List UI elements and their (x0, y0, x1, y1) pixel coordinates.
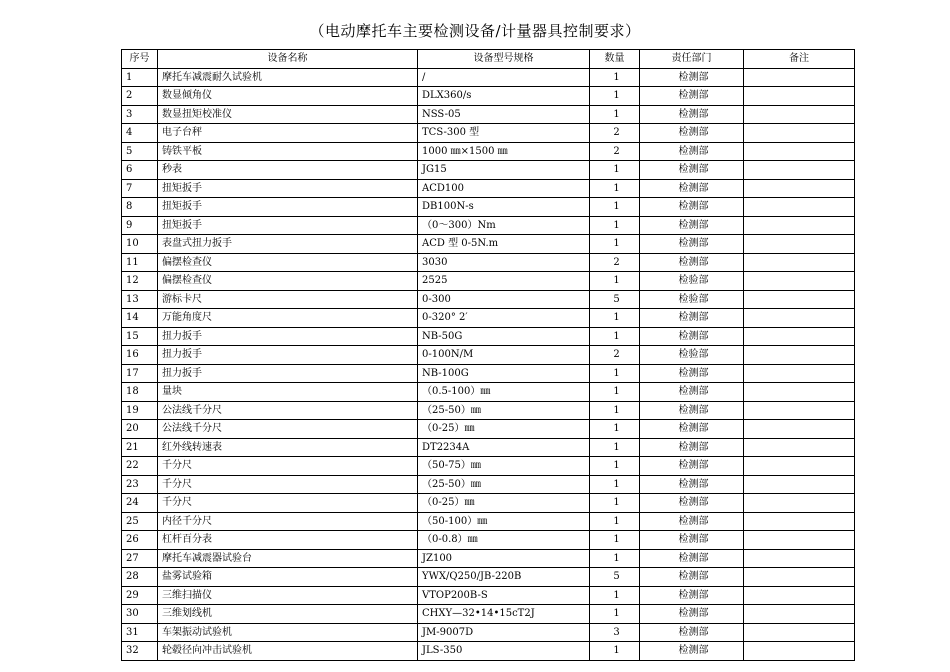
table-row (122, 438, 855, 457)
cell-model-spec: （0～300）Nm (418, 216, 590, 235)
cell-no: 28 (122, 568, 158, 587)
cell-no: 15 (122, 327, 158, 346)
cell-remarks (744, 327, 855, 346)
cell-quantity: 1 (590, 309, 640, 328)
cell-quantity: 1 (590, 198, 640, 217)
cell-no: 27 (122, 549, 158, 568)
cell-no: 12 (122, 272, 158, 291)
cell-department: 检测部 (640, 383, 744, 402)
cell-department: 检测部 (640, 586, 744, 605)
table-row (122, 568, 855, 587)
table-row (122, 161, 855, 180)
cell-equipment-name: 杠杆百分表 (158, 531, 418, 550)
cell-department: 检测部 (640, 142, 744, 161)
cell-remarks (744, 272, 855, 291)
cell-no: 8 (122, 198, 158, 217)
cell-department: 检测部 (640, 401, 744, 420)
cell-model-spec: 0-300 (418, 290, 590, 309)
cell-model-spec: （50-100）㎜ (418, 512, 590, 531)
cell-department: 检测部 (640, 475, 744, 494)
cell-quantity: 1 (590, 605, 640, 624)
cell-model-spec: （0-25）㎜ (418, 494, 590, 513)
cell-equipment-name: 铸铁平板 (158, 142, 418, 161)
cell-quantity: 1 (590, 364, 640, 383)
cell-model-spec: JM-9007D (418, 623, 590, 642)
cell-remarks (744, 346, 855, 365)
cell-model-spec: ACD100 (418, 179, 590, 198)
cell-remarks (744, 142, 855, 161)
cell-quantity: 5 (590, 568, 640, 587)
cell-no: 7 (122, 179, 158, 198)
table-row (122, 605, 855, 624)
cell-department: 检测部 (640, 179, 744, 198)
cell-quantity: 1 (590, 87, 640, 106)
cell-quantity: 1 (590, 383, 640, 402)
cell-no: 13 (122, 290, 158, 309)
cell-remarks (744, 642, 855, 661)
cell-remarks (744, 494, 855, 513)
cell-department: 检测部 (640, 438, 744, 457)
table-row (122, 475, 855, 494)
cell-remarks (744, 253, 855, 272)
header-qty: 数量 (590, 50, 640, 69)
cell-department: 检测部 (640, 457, 744, 476)
table-row (122, 87, 855, 106)
cell-no: 24 (122, 494, 158, 513)
cell-equipment-name: 公法线千分尺 (158, 420, 418, 439)
document-title: （电动摩托车主要检测设备/计量器具控制要求） (309, 22, 641, 40)
cell-no: 14 (122, 309, 158, 328)
table-row (122, 512, 855, 531)
cell-department: 检验部 (640, 346, 744, 365)
cell-quantity: 1 (590, 272, 640, 291)
cell-remarks (744, 401, 855, 420)
cell-no: 6 (122, 161, 158, 180)
cell-no: 16 (122, 346, 158, 365)
cell-no: 9 (122, 216, 158, 235)
cell-department: 检测部 (640, 420, 744, 439)
cell-model-spec: CHXY—32•14•15cT2J (418, 605, 590, 624)
cell-quantity: 2 (590, 253, 640, 272)
cell-model-spec: （0-25）㎜ (418, 420, 590, 439)
cell-remarks (744, 68, 855, 87)
cell-remarks (744, 512, 855, 531)
cell-quantity: 3 (590, 623, 640, 642)
cell-department: 检测部 (640, 309, 744, 328)
table-row (122, 420, 855, 439)
cell-quantity: 1 (590, 68, 640, 87)
cell-no: 22 (122, 457, 158, 476)
cell-equipment-name: 轮毂径向冲击试验机 (158, 642, 418, 661)
cell-model-spec: YWX/Q250/JB-220B (418, 568, 590, 587)
cell-no: 1 (122, 68, 158, 87)
cell-remarks (744, 475, 855, 494)
cell-equipment-name: 万能角度尺 (158, 309, 418, 328)
cell-department: 检测部 (640, 623, 744, 642)
cell-model-spec: 1000 ㎜×1500 ㎜ (418, 142, 590, 161)
cell-department: 检测部 (640, 327, 744, 346)
cell-department: 检测部 (640, 198, 744, 217)
cell-model-spec: JG15 (418, 161, 590, 180)
cell-model-spec: （25-50）㎜ (418, 401, 590, 420)
cell-model-spec: JLS-350 (418, 642, 590, 661)
cell-quantity: 1 (590, 457, 640, 476)
cell-model-spec: NSS-05 (418, 105, 590, 124)
cell-remarks (744, 623, 855, 642)
cell-department: 检测部 (640, 364, 744, 383)
cell-quantity: 1 (590, 327, 640, 346)
cell-department: 检测部 (640, 605, 744, 624)
cell-remarks (744, 105, 855, 124)
cell-model-spec: （0-0.8）㎜ (418, 531, 590, 550)
table-row (122, 531, 855, 550)
header-note: 备注 (744, 50, 855, 69)
cell-equipment-name: 公法线千分尺 (158, 401, 418, 420)
cell-equipment-name: 扭力扳手 (158, 327, 418, 346)
table-row (122, 290, 855, 309)
table-row (122, 494, 855, 513)
table-row (122, 124, 855, 143)
cell-equipment-name: 数显倾角仪 (158, 87, 418, 106)
table-row (122, 105, 855, 124)
cell-equipment-name: 扭力扳手 (158, 364, 418, 383)
cell-model-spec: （25-50）㎜ (418, 475, 590, 494)
cell-quantity: 1 (590, 512, 640, 531)
cell-department: 检测部 (640, 494, 744, 513)
cell-remarks (744, 364, 855, 383)
cell-department: 检测部 (640, 216, 744, 235)
cell-quantity: 1 (590, 586, 640, 605)
table-row (122, 401, 855, 420)
cell-quantity: 1 (590, 216, 640, 235)
cell-remarks (744, 586, 855, 605)
cell-department: 检测部 (640, 253, 744, 272)
cell-no: 29 (122, 586, 158, 605)
cell-equipment-name: 扭矩扳手 (158, 179, 418, 198)
table-row (122, 235, 855, 254)
cell-equipment-name: 电子台秤 (158, 124, 418, 143)
table-row (122, 142, 855, 161)
cell-equipment-name: 摩托车减震器试验台 (158, 549, 418, 568)
cell-quantity: 1 (590, 475, 640, 494)
cell-equipment-name: 三维扫描仪 (158, 586, 418, 605)
cell-department: 检测部 (640, 549, 744, 568)
cell-model-spec: NB-100G (418, 364, 590, 383)
cell-remarks (744, 568, 855, 587)
table-row (122, 364, 855, 383)
table-row (122, 586, 855, 605)
cell-no: 21 (122, 438, 158, 457)
cell-no: 17 (122, 364, 158, 383)
cell-remarks (744, 198, 855, 217)
cell-quantity: 1 (590, 420, 640, 439)
cell-no: 26 (122, 531, 158, 550)
cell-no: 3 (122, 105, 158, 124)
cell-remarks (744, 531, 855, 550)
cell-no: 5 (122, 142, 158, 161)
table-header-row (122, 50, 855, 69)
cell-model-spec: JZ100 (418, 549, 590, 568)
cell-equipment-name: 红外线转速表 (158, 438, 418, 457)
cell-quantity: 1 (590, 179, 640, 198)
cell-no: 20 (122, 420, 158, 439)
cell-equipment-name: 车架振动试验机 (158, 623, 418, 642)
cell-no: 2 (122, 87, 158, 106)
cell-quantity: 2 (590, 124, 640, 143)
cell-equipment-name: 表盘式扭力扳手 (158, 235, 418, 254)
cell-department: 检测部 (640, 87, 744, 106)
cell-equipment-name: 数显扭矩校准仪 (158, 105, 418, 124)
cell-quantity: 1 (590, 161, 640, 180)
cell-remarks (744, 290, 855, 309)
cell-no: 23 (122, 475, 158, 494)
cell-remarks (744, 124, 855, 143)
cell-no: 10 (122, 235, 158, 254)
cell-model-spec: DB100N-s (418, 198, 590, 217)
header-dept: 责任部门 (640, 50, 744, 69)
cell-quantity: 1 (590, 642, 640, 661)
cell-remarks (744, 438, 855, 457)
cell-quantity: 1 (590, 105, 640, 124)
cell-equipment-name: 三维划线机 (158, 605, 418, 624)
cell-remarks (744, 605, 855, 624)
table-row (122, 309, 855, 328)
table-row (122, 642, 855, 661)
cell-equipment-name: 扭力扳手 (158, 346, 418, 365)
cell-equipment-name: 偏摆检查仪 (158, 272, 418, 291)
header-no: 序号 (122, 50, 158, 69)
cell-model-spec: 0-100N/M (418, 346, 590, 365)
table-row (122, 383, 855, 402)
cell-remarks (744, 235, 855, 254)
cell-quantity: 5 (590, 290, 640, 309)
cell-model-spec: NB-50G (418, 327, 590, 346)
cell-quantity: 1 (590, 549, 640, 568)
cell-quantity: 1 (590, 494, 640, 513)
cell-model-spec: 3030 (418, 253, 590, 272)
cell-model-spec: DT2234A (418, 438, 590, 457)
table-row (122, 216, 855, 235)
cell-department: 检测部 (640, 531, 744, 550)
table-row (122, 549, 855, 568)
cell-department: 检测部 (640, 512, 744, 531)
table-row (122, 179, 855, 198)
cell-no: 30 (122, 605, 158, 624)
table-row (122, 346, 855, 365)
cell-quantity: 1 (590, 438, 640, 457)
cell-department: 检测部 (640, 124, 744, 143)
cell-equipment-name: 千分尺 (158, 475, 418, 494)
cell-no: 18 (122, 383, 158, 402)
cell-quantity: 1 (590, 235, 640, 254)
cell-no: 32 (122, 642, 158, 661)
cell-quantity: 1 (590, 531, 640, 550)
cell-model-spec: 0-320° 2′ (418, 309, 590, 328)
cell-equipment-name: 千分尺 (158, 494, 418, 513)
cell-no: 19 (122, 401, 158, 420)
cell-no: 31 (122, 623, 158, 642)
cell-remarks (744, 383, 855, 402)
cell-equipment-name: 扭矩扳手 (158, 198, 418, 217)
cell-department: 检测部 (640, 568, 744, 587)
header-spec: 设备型号规格 (418, 50, 590, 69)
cell-model-spec: TCS-300 型 (418, 124, 590, 143)
header-name: 设备名称 (158, 50, 418, 69)
cell-department: 检测部 (640, 105, 744, 124)
table-row (122, 68, 855, 87)
cell-equipment-name: 游标卡尺 (158, 290, 418, 309)
cell-remarks (744, 549, 855, 568)
cell-model-spec: DLX360/s (418, 87, 590, 106)
cell-no: 25 (122, 512, 158, 531)
cell-equipment-name: 摩托车减震耐久试验机 (158, 68, 418, 87)
cell-equipment-name: 千分尺 (158, 457, 418, 476)
table-row (122, 253, 855, 272)
cell-model-spec: 2525 (418, 272, 590, 291)
cell-remarks (744, 309, 855, 328)
cell-department: 检验部 (640, 290, 744, 309)
cell-remarks (744, 179, 855, 198)
cell-quantity: 1 (590, 401, 640, 420)
cell-equipment-name: 内径千分尺 (158, 512, 418, 531)
cell-equipment-name: 偏摆检查仪 (158, 253, 418, 272)
equipment-table (121, 49, 855, 661)
cell-remarks (744, 87, 855, 106)
cell-model-spec: ACD 型 0-5N.m (418, 235, 590, 254)
cell-equipment-name: 盐雾试验箱 (158, 568, 418, 587)
table-row (122, 198, 855, 217)
cell-department: 检测部 (640, 642, 744, 661)
table-body (122, 68, 855, 660)
cell-remarks (744, 457, 855, 476)
table-row (122, 457, 855, 476)
cell-department: 检测部 (640, 68, 744, 87)
cell-no: 4 (122, 124, 158, 143)
cell-equipment-name: 扭矩扳手 (158, 216, 418, 235)
cell-quantity: 2 (590, 142, 640, 161)
table-row (122, 623, 855, 642)
cell-equipment-name: 秒表 (158, 161, 418, 180)
table-row (122, 272, 855, 291)
cell-model-spec: （50-75）㎜ (418, 457, 590, 476)
cell-model-spec: VTOP200B-S (418, 586, 590, 605)
cell-department: 检测部 (640, 161, 744, 180)
cell-department: 检测部 (640, 235, 744, 254)
cell-remarks (744, 216, 855, 235)
cell-remarks (744, 420, 855, 439)
table-row (122, 327, 855, 346)
cell-quantity: 2 (590, 346, 640, 365)
cell-no: 11 (122, 253, 158, 272)
cell-model-spec: （0.5-100）㎜ (418, 383, 590, 402)
cell-department: 检验部 (640, 272, 744, 291)
cell-model-spec: / (418, 68, 590, 87)
cell-remarks (744, 161, 855, 180)
cell-equipment-name: 量块 (158, 383, 418, 402)
